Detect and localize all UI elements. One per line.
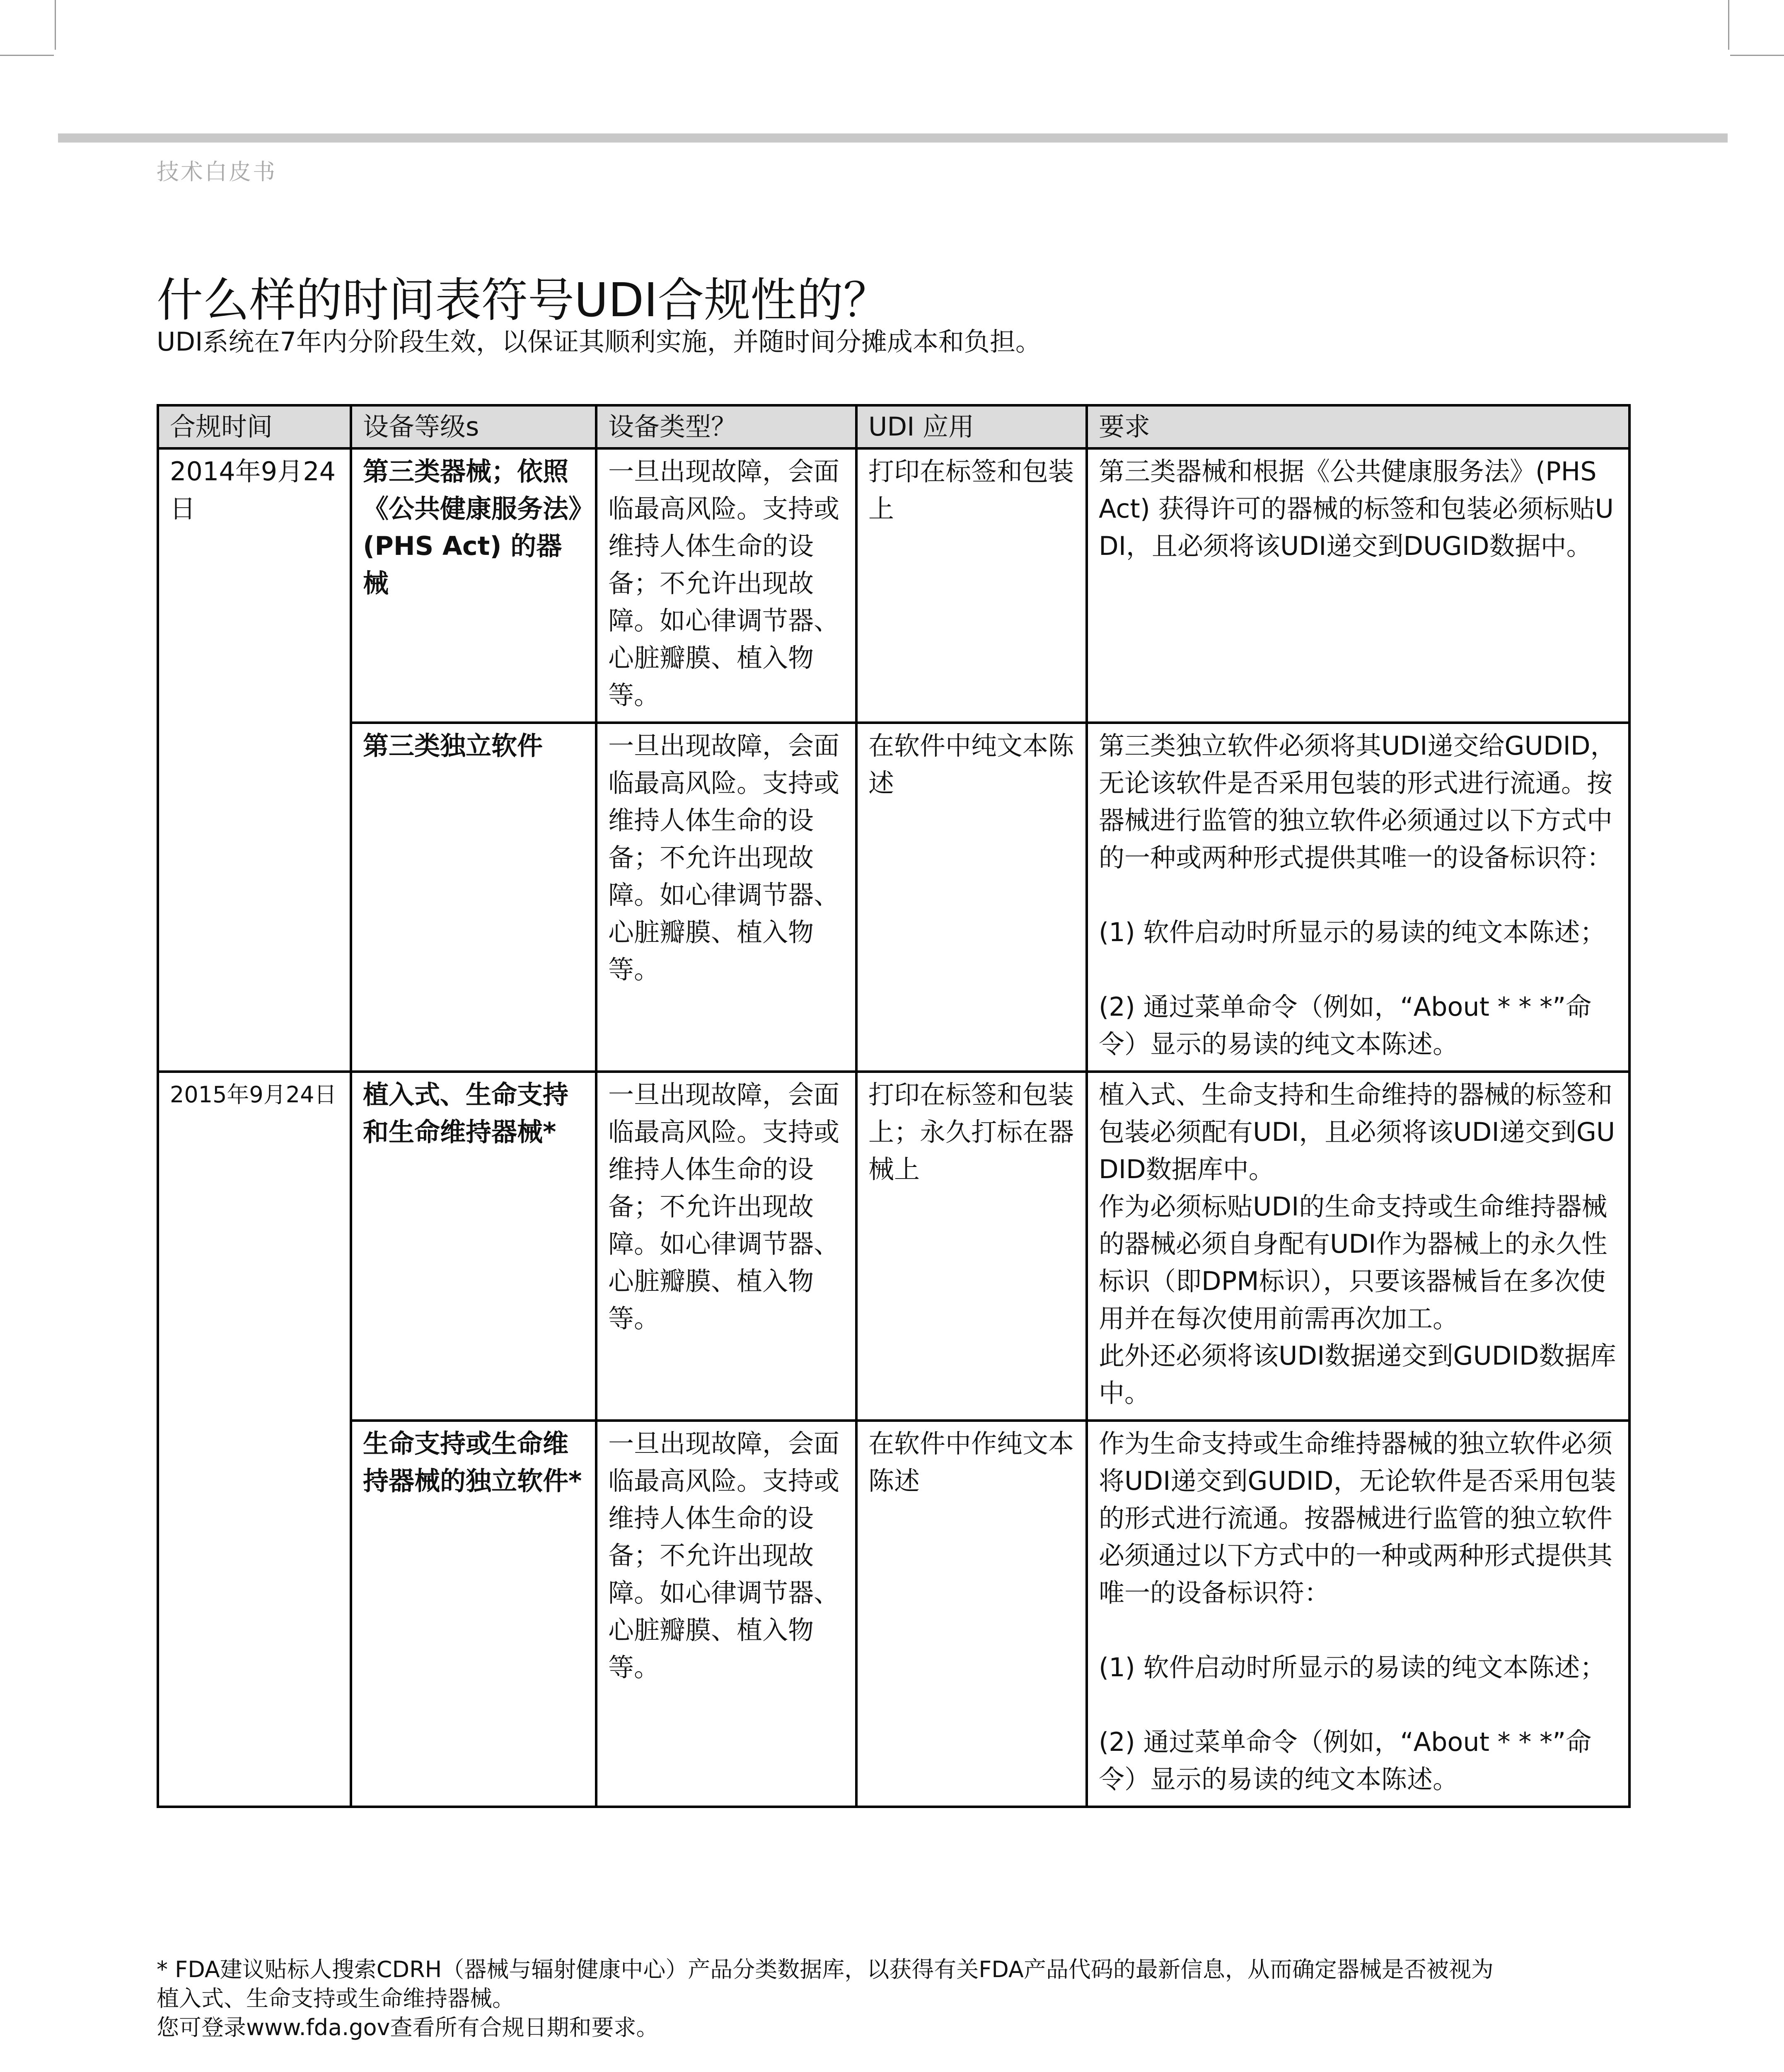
udi-application-cell: 在软件中纯文本陈述	[856, 723, 1087, 1072]
device-type-cell: 一旦出现故障，会面临最高风险。支持或维持人体生命的设备；不允许出现故障。如心律调节器、心脏瓣膜、植入物等。	[596, 1421, 856, 1807]
device-class-cell: 第三类器械；依照《公共健康服务法》(PHS Act) 的器械	[351, 448, 596, 723]
crop-mark	[0, 55, 54, 56]
header-requirements: 要求	[1087, 405, 1629, 448]
header-device-class: 设备等级s	[351, 405, 596, 448]
requirements-cell	[1087, 1072, 1629, 1421]
requirement-text: (1) 软件启动时所显示的易读的纯文本陈述；	[1099, 917, 1606, 947]
device-type-cell: 一旦出现故障，会面临最高风险。支持或维持人体生命的设备；不允许出现故障。如心律调节器、心脏瓣膜、植入物等。	[596, 723, 856, 1072]
running-header: 技术白皮书	[157, 159, 277, 185]
device-class-cell: 第三类独立软件	[351, 723, 596, 1072]
footnote-line: 您可登录www.fda.gov查看所有合规日期和要求。	[157, 2014, 659, 2041]
udi-application-cell: 在软件中作纯文本陈述	[856, 1421, 1087, 1807]
requirement-text: (1) 软件启动时所显示的易读的纯文本陈述；	[1099, 1652, 1606, 1682]
compliance-date-cell: 2014年9月24日	[158, 448, 351, 1072]
table-row	[158, 448, 1629, 723]
requirement-text: 第三类独立软件必须将其UDI递交给GUDID，无论该软件是否采用包装的形式进行流通。按器械进行监管的独立软件必须通过以下方式中的一种或两种形式提供其唯一的设备标识符：	[1099, 731, 1616, 873]
page-title: 什么样的时间表符号UDI合规性的？	[157, 274, 890, 328]
table-row	[158, 1421, 1629, 1807]
header-udi-application: UDI 应用	[856, 405, 1087, 448]
requirement-text: 作为生命支持或生命维持器械的独立软件必须将UDI递交到GUDID，无论软件是否采用包装的形式进行流通。按器械进行监管的独立软件必须通过以下方式中的一种或两种形式提供其唯一的设备标识符：	[1099, 1428, 1616, 1608]
device-type-cell: 一旦出现故障，会面临最高风险。支持或维持人体生命的设备；不允许出现故障。如心律调节器、心脏瓣膜、植入物等。	[596, 1072, 856, 1421]
device-class-cell: 生命支持或生命维持器械的独立软件*	[351, 1421, 596, 1807]
requirement-text: (2) 通过菜单命令（例如，“About * * *”命令）显示的易读的纯文本陈述。	[1099, 992, 1592, 1059]
header-device-type: 设备类型？	[596, 405, 856, 448]
udi-application-cell: 打印在标签和包装上；永久打标在器械上	[856, 1072, 1087, 1421]
intro-paragraph: UDI系统在7年内分阶段生效，以保证其顺利实施，并随时间分摊成本和负担。	[157, 327, 1041, 357]
crop-mark	[1730, 55, 1784, 56]
requirement-text: 作为必须标贴UDI的生命支持或生命维持器械的器械必须自身配有UDI作为器械上的永久性标识（即DPM标识），只要该器械旨在多次使用并在每次使用前需再次加工。	[1099, 1191, 1608, 1334]
udi-application-cell: 打印在标签和包装上	[856, 448, 1087, 723]
requirement-text: 植入式、生命支持和生命维持的器械的标签和包装必须配有UDI，且必须将该UDI递交到GUDID数据库中。	[1099, 1080, 1615, 1184]
table-row	[158, 723, 1629, 1072]
crop-mark	[1728, 0, 1729, 50]
requirement-text: (2) 通过菜单命令（例如，“About * * *”命令）显示的易读的纯文本陈述。	[1099, 1727, 1592, 1794]
footnote-line: 植入式、生命支持或生命维持器械。	[157, 1985, 515, 2011]
device-type-cell: 一旦出现故障，会面临最高风险。支持或维持人体生命的设备；不允许出现故障。如心律调节器、心脏瓣膜、植入物等。	[596, 448, 856, 723]
requirements-cell	[1087, 723, 1629, 1072]
requirements-cell	[1087, 448, 1629, 723]
device-class-cell: 植入式、生命支持和生命维持器械*	[351, 1072, 596, 1421]
footnote-line: * FDA建议贴标人搜索CDRH（器械与辐射健康中心）产品分类数据库，以获得有关FDA产品代码的最新信息，从而确定器械是否被视为	[157, 1956, 1494, 1982]
crop-mark	[55, 0, 56, 50]
footnote	[157, 1955, 1632, 2042]
header-compliance-date: 合规时间	[158, 405, 351, 448]
requirement-text: 第三类器械和根据《公共健康服务法》(PHS Act) 获得许可的器械的标签和包装必须标贴UDI，且必须将该UDI递交到DUGID数据中。	[1099, 456, 1614, 561]
table-row	[158, 1072, 1629, 1421]
compliance-date-cell: 2015年9月24日	[158, 1072, 351, 1807]
table-header-row	[158, 405, 1629, 448]
compliance-table	[157, 404, 1631, 1808]
requirement-text: 此外还必须将该UDI数据递交到GUDID数据库中。	[1099, 1341, 1616, 1408]
requirements-cell	[1087, 1421, 1629, 1807]
header-rule	[58, 133, 1728, 143]
